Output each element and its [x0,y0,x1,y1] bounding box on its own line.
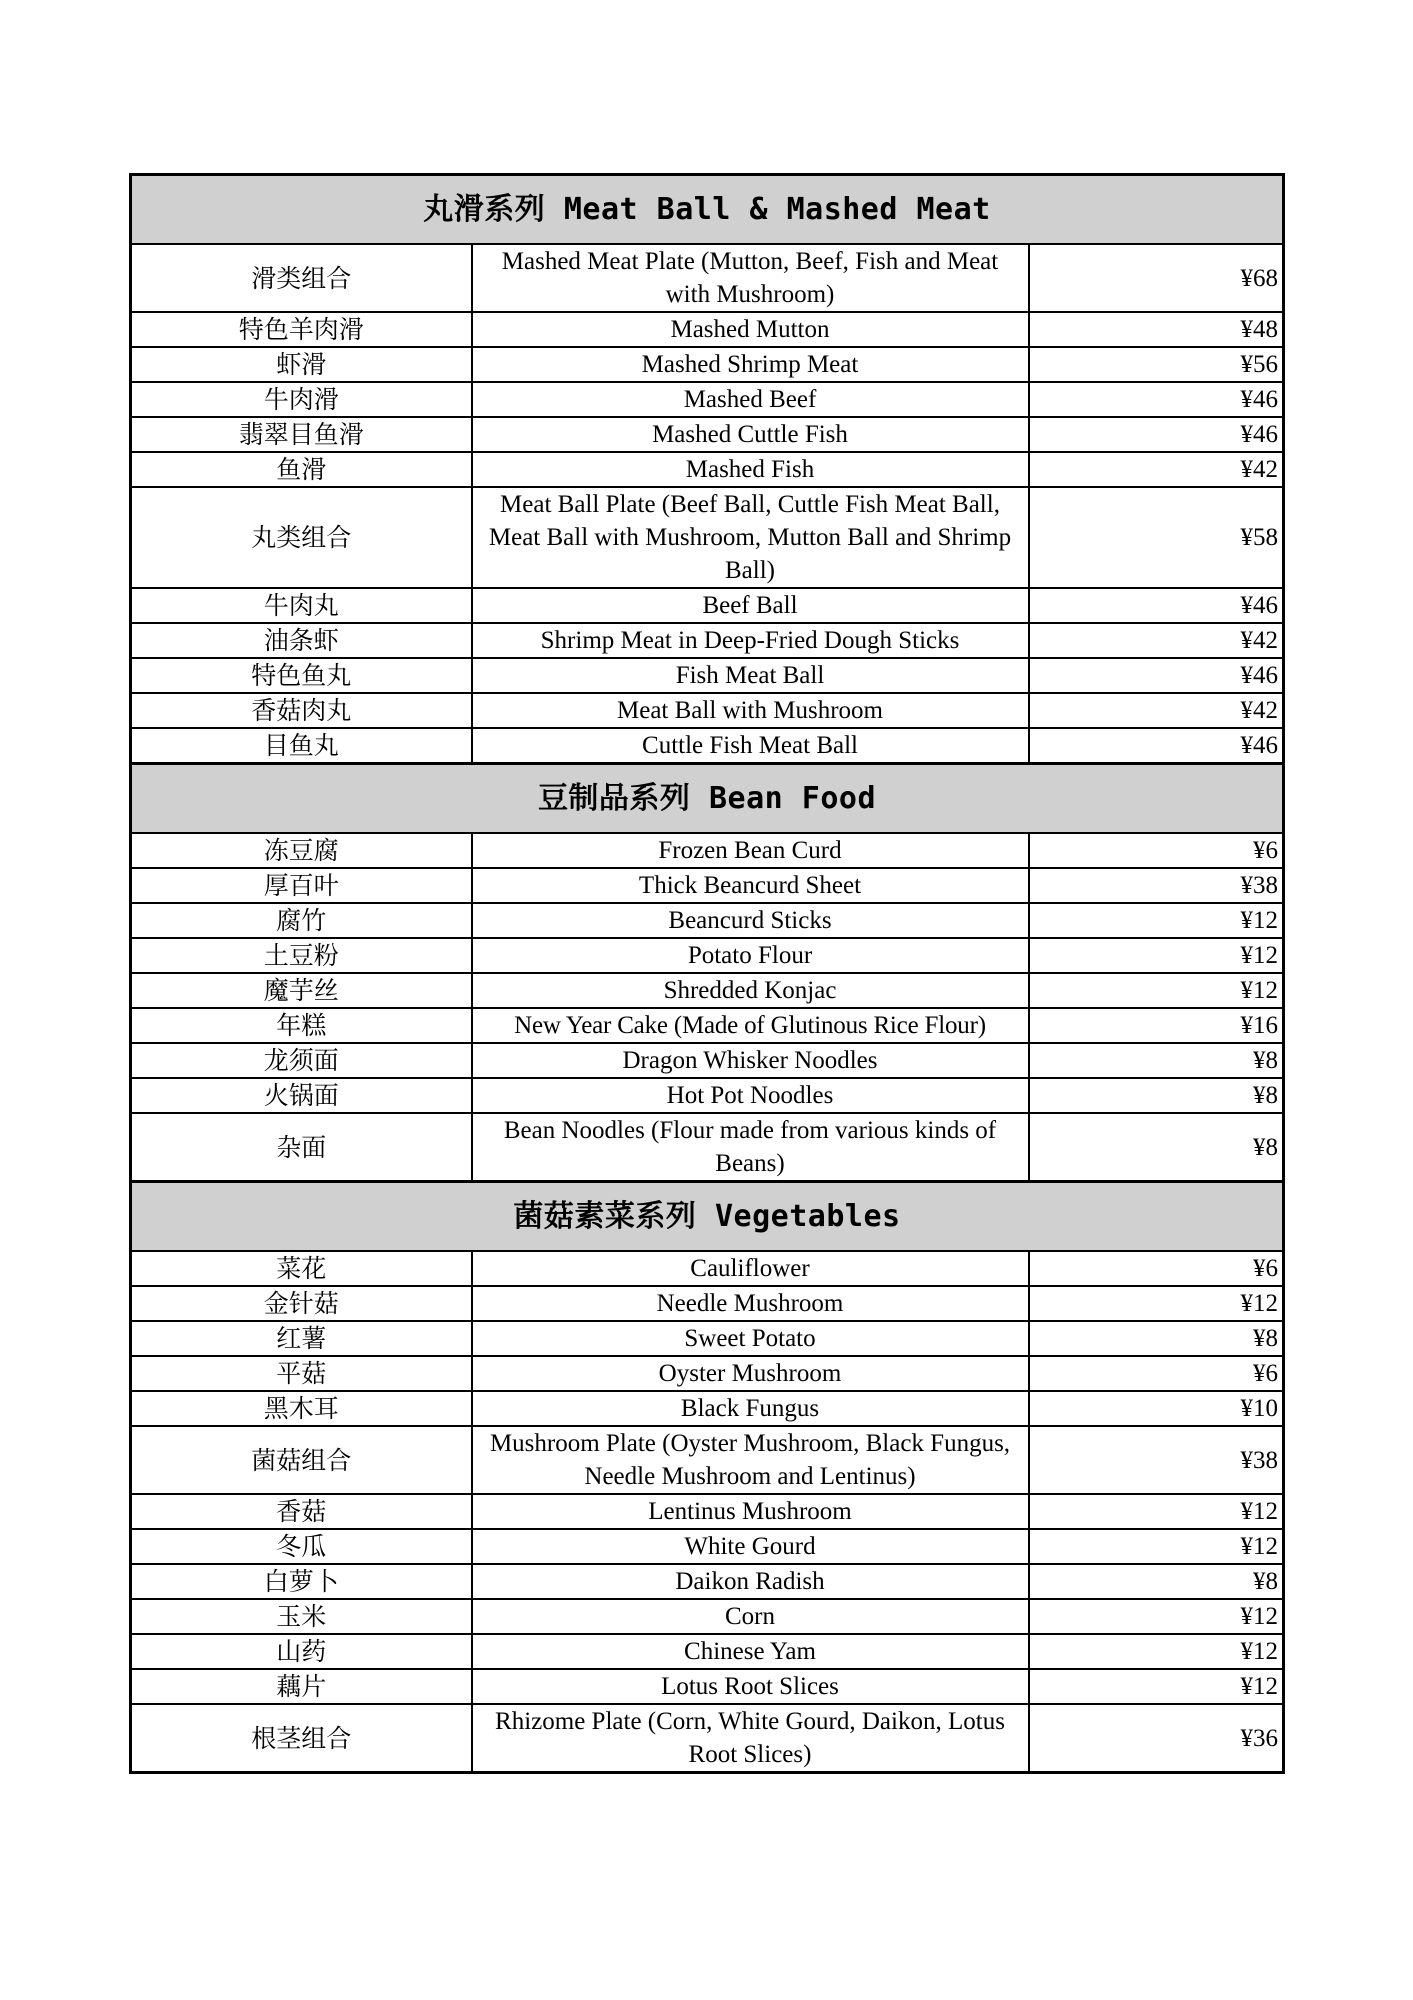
item-english-name: Cuttle Fish Meat Ball [472,728,1029,764]
item-price: ¥46 [1029,588,1284,623]
item-price: ¥42 [1029,452,1284,487]
item-chinese-name: 鱼滑 [131,452,472,487]
item-english-name: White Gourd [472,1529,1029,1564]
item-chinese-name: 香菇肉丸 [131,693,472,728]
menu-item-row [131,347,1284,382]
menu-item-row [131,1078,1284,1113]
menu-item-row [131,903,1284,938]
menu-item-row [131,1286,1284,1321]
item-price: ¥8 [1029,1078,1284,1113]
item-chinese-name: 特色鱼丸 [131,658,472,693]
item-chinese-name: 菜花 [131,1251,472,1286]
item-english-name: Shrimp Meat in Deep-Fried Dough Sticks [472,623,1029,658]
item-english-name: Meat Ball Plate (Beef Ball, Cuttle Fish Meat Ball, Meat Ball with Mushroom, Mutton Ball and Shrimp Ball) [472,487,1029,588]
item-price: ¥46 [1029,728,1284,764]
item-chinese-name: 龙须面 [131,1043,472,1078]
item-english-name: Potato Flour [472,938,1029,973]
item-chinese-name: 土豆粉 [131,938,472,973]
menu-item-row [131,382,1284,417]
menu-item-row [131,623,1284,658]
item-chinese-name: 黑木耳 [131,1391,472,1426]
item-chinese-name: 玉米 [131,1599,472,1634]
item-price: ¥12 [1029,973,1284,1008]
item-price: ¥8 [1029,1564,1284,1599]
item-price: ¥58 [1029,487,1284,588]
item-chinese-name: 平菇 [131,1356,472,1391]
item-price: ¥6 [1029,833,1284,868]
item-english-name: Mashed Beef [472,382,1029,417]
item-price: ¥12 [1029,1634,1284,1669]
section-title: 豆制品系列 Bean Food [131,764,1284,834]
menu-item-row [131,588,1284,623]
item-chinese-name: 杂面 [131,1113,472,1182]
item-price: ¥12 [1029,1599,1284,1634]
item-english-name: Rhizome Plate (Corn, White Gourd, Daikon, Lotus Root Slices) [472,1704,1029,1773]
item-english-name: Frozen Bean Curd [472,833,1029,868]
item-price: ¥12 [1029,1494,1284,1529]
item-chinese-name: 藕片 [131,1669,472,1704]
item-price: ¥48 [1029,312,1284,347]
item-english-name: Lotus Root Slices [472,1669,1029,1704]
item-price: ¥10 [1029,1391,1284,1426]
menu-item-row [131,1704,1284,1773]
item-english-name: Mashed Meat Plate (Mutton, Beef, Fish and Meat with Mushroom) [472,244,1029,312]
item-english-name: Bean Noodles (Flour made from various kinds of Beans) [472,1113,1029,1182]
menu-item-row [131,1043,1284,1078]
item-english-name: Beef Ball [472,588,1029,623]
item-english-name: Hot Pot Noodles [472,1078,1029,1113]
item-chinese-name: 根茎组合 [131,1704,472,1773]
item-chinese-name: 年糕 [131,1008,472,1043]
section-header [131,1182,1284,1252]
item-english-name: Dragon Whisker Noodles [472,1043,1029,1078]
menu-item-row [131,1426,1284,1494]
item-price: ¥42 [1029,693,1284,728]
section-header [131,764,1284,834]
item-price: ¥12 [1029,1669,1284,1704]
menu-item-row [131,312,1284,347]
item-english-name: New Year Cake (Made of Glutinous Rice Flour) [472,1008,1029,1043]
section-title: 丸滑系列 Meat Ball & Mashed Meat [131,175,1284,245]
menu-item-row [131,1251,1284,1286]
menu-item-row [131,1356,1284,1391]
menu-item-row [131,658,1284,693]
item-price: ¥38 [1029,868,1284,903]
item-english-name: Mashed Cuttle Fish [472,417,1029,452]
item-chinese-name: 魔芋丝 [131,973,472,1008]
item-english-name: Meat Ball with Mushroom [472,693,1029,728]
item-price: ¥46 [1029,417,1284,452]
item-english-name: Chinese Yam [472,1634,1029,1669]
menu-item-row [131,1391,1284,1426]
item-chinese-name: 山药 [131,1634,472,1669]
item-chinese-name: 滑类组合 [131,244,472,312]
item-price: ¥56 [1029,347,1284,382]
menu-item-row [131,1529,1284,1564]
section-title: 菌菇素菜系列 Vegetables [131,1182,1284,1252]
item-english-name: Daikon Radish [472,1564,1029,1599]
section-header [131,175,1284,245]
item-chinese-name: 菌菇组合 [131,1426,472,1494]
menu-table [129,173,1285,1774]
menu-item-row [131,1321,1284,1356]
item-chinese-name: 冬瓜 [131,1529,472,1564]
item-price: ¥8 [1029,1113,1284,1182]
item-english-name: Beancurd Sticks [472,903,1029,938]
menu-item-row [131,728,1284,764]
item-chinese-name: 目鱼丸 [131,728,472,764]
item-price: ¥12 [1029,1286,1284,1321]
item-price: ¥16 [1029,1008,1284,1043]
menu-item-row [131,1634,1284,1669]
item-english-name: Thick Beancurd Sheet [472,868,1029,903]
item-chinese-name: 香菇 [131,1494,472,1529]
menu-body [131,175,1284,1773]
menu-item-row [131,1494,1284,1529]
item-price: ¥12 [1029,903,1284,938]
item-english-name: Oyster Mushroom [472,1356,1029,1391]
item-english-name: Mashed Mutton [472,312,1029,347]
menu-item-row [131,693,1284,728]
item-english-name: Corn [472,1599,1029,1634]
menu-item-row [131,452,1284,487]
menu-item-row [131,487,1284,588]
item-chinese-name: 特色羊肉滑 [131,312,472,347]
item-chinese-name: 牛肉丸 [131,588,472,623]
item-chinese-name: 牛肉滑 [131,382,472,417]
menu-item-row [131,1008,1284,1043]
item-english-name: Needle Mushroom [472,1286,1029,1321]
item-english-name: Fish Meat Ball [472,658,1029,693]
menu-item-row [131,1599,1284,1634]
item-chinese-name: 金针菇 [131,1286,472,1321]
item-chinese-name: 油条虾 [131,623,472,658]
item-chinese-name: 虾滑 [131,347,472,382]
item-chinese-name: 冻豆腐 [131,833,472,868]
item-english-name: Mashed Shrimp Meat [472,347,1029,382]
item-price: ¥46 [1029,382,1284,417]
item-english-name: Shredded Konjac [472,973,1029,1008]
item-english-name: Cauliflower [472,1251,1029,1286]
item-chinese-name: 翡翠目鱼滑 [131,417,472,452]
item-chinese-name: 白萝卜 [131,1564,472,1599]
item-english-name: Lentinus Mushroom [472,1494,1029,1529]
menu-item-row [131,833,1284,868]
item-chinese-name: 腐竹 [131,903,472,938]
item-price: ¥12 [1029,1529,1284,1564]
menu-item-row [131,417,1284,452]
item-english-name: Mushroom Plate (Oyster Mushroom, Black Fungus, Needle Mushroom and Lentinus) [472,1426,1029,1494]
item-price: ¥38 [1029,1426,1284,1494]
item-price: ¥42 [1029,623,1284,658]
menu-item-row [131,1564,1284,1599]
item-price: ¥6 [1029,1356,1284,1391]
item-chinese-name: 厚百叶 [131,868,472,903]
item-price: ¥68 [1029,244,1284,312]
item-chinese-name: 红薯 [131,1321,472,1356]
item-price: ¥8 [1029,1321,1284,1356]
menu-item-row [131,1113,1284,1182]
item-chinese-name: 丸类组合 [131,487,472,588]
menu-item-row [131,1669,1284,1704]
item-price: ¥12 [1029,938,1284,973]
item-english-name: Sweet Potato [472,1321,1029,1356]
menu-item-row [131,244,1284,312]
menu-item-row [131,938,1284,973]
item-price: ¥6 [1029,1251,1284,1286]
item-english-name: Mashed Fish [472,452,1029,487]
menu-item-row [131,868,1284,903]
item-price: ¥36 [1029,1704,1284,1773]
item-english-name: Black Fungus [472,1391,1029,1426]
item-price: ¥46 [1029,658,1284,693]
item-price: ¥8 [1029,1043,1284,1078]
menu-item-row [131,973,1284,1008]
item-chinese-name: 火锅面 [131,1078,472,1113]
